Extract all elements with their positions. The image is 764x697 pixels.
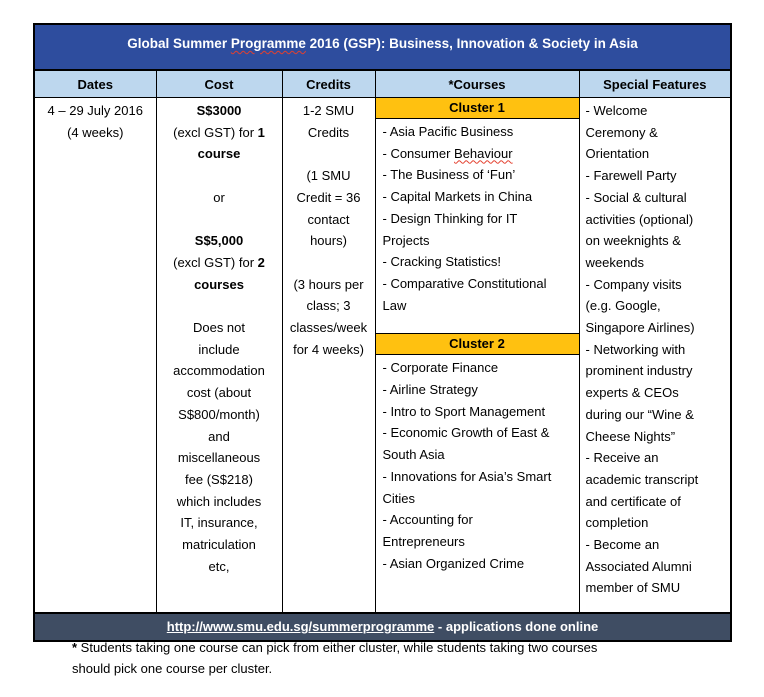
cost-note: miscellaneous xyxy=(177,450,261,466)
column-header-dates: Dates xyxy=(34,70,156,98)
programme-title-misspelled-word: Programme xyxy=(230,36,306,51)
feature-line: Singapore Airlines) xyxy=(585,320,695,336)
course-item: - Airline Strategy xyxy=(382,382,478,398)
feature-line: - Farewell Party xyxy=(585,168,677,184)
course-item: - Asia Pacific Business xyxy=(382,124,514,139)
cost-note: S$800/month) xyxy=(178,406,260,422)
date-duration: (4 weeks) xyxy=(67,124,124,140)
cluster-1-list xyxy=(376,119,579,324)
credits-cell xyxy=(282,98,375,613)
column-header-cost: Cost xyxy=(156,70,282,98)
credits-line: contact xyxy=(307,211,350,227)
programme-title-post: 2016 (GSP): Business, Innovation & Society in Asia xyxy=(305,36,638,51)
feature-line: Associated Alumni xyxy=(585,558,692,574)
course-item: - Asian Organized Crime xyxy=(382,555,525,571)
column-header-row xyxy=(34,70,731,98)
dates-cell xyxy=(34,98,156,613)
cost-note: and xyxy=(208,428,230,444)
cluster-2-list xyxy=(376,355,579,582)
cost-or-label: or xyxy=(213,189,225,205)
credits-line: Credit = 36 xyxy=(296,189,361,205)
cost-price-1-unit: course xyxy=(197,146,241,162)
feature-line: - Social & cultural xyxy=(585,189,687,205)
feature-line: completion xyxy=(585,515,649,531)
feature-line: Orientation xyxy=(585,146,650,162)
date-range: 4 – 29 July 2016 xyxy=(47,103,143,118)
summer-programme-link[interactable]: http://www.smu.edu.sg/summerprogramme xyxy=(166,619,435,634)
credits-line: 1-2 SMU xyxy=(302,103,355,118)
course-item: - Design Thinking for IT xyxy=(382,210,518,226)
feature-line: - Welcome xyxy=(585,103,648,118)
credits-line: for 4 weeks) xyxy=(293,341,364,357)
feature-line: activities (optional) xyxy=(585,211,694,227)
feature-line: academic transcript xyxy=(585,471,699,487)
cost-cell xyxy=(156,98,282,613)
feature-line: during our “Wine & xyxy=(585,406,694,422)
url-bar-suffix: - applications done online xyxy=(434,619,599,634)
feature-line: on weeknights & xyxy=(585,233,681,249)
feature-line: Ceremony & xyxy=(585,124,658,140)
credits-line: Credits xyxy=(307,124,350,140)
spacer-line xyxy=(286,143,372,165)
feature-line: - Receive an xyxy=(585,450,659,466)
cost-note: which includes xyxy=(176,493,262,509)
credits-line: classes/week xyxy=(289,320,368,335)
cost-note: cost (about xyxy=(186,385,252,401)
credits-line: hours) xyxy=(310,233,347,249)
column-header-special-features: Special Features xyxy=(579,70,731,98)
course-item-wrap: Entrepreneurs xyxy=(382,533,465,549)
course-item-wrap: South Asia xyxy=(382,447,445,463)
course-item-wrap: Law xyxy=(382,297,407,313)
cost-price-2-gst: (excl GST) for 2 xyxy=(173,254,265,270)
cluster-2-band: Cluster 2 xyxy=(376,333,579,355)
feature-line: (e.g. Google, xyxy=(585,298,661,314)
footnote-line-2: should pick one course per cluster. xyxy=(72,661,273,676)
courses-cell xyxy=(375,98,579,613)
cost-price-2-amount: S$5,000 xyxy=(194,233,244,249)
feature-line: prominent industry xyxy=(585,363,693,379)
course-item: - Economic Growth of East & xyxy=(382,425,550,441)
feature-line: Cheese Nights” xyxy=(585,428,676,444)
footnote-asterisk: * xyxy=(72,640,78,655)
credits-line: (1 SMU xyxy=(306,168,351,184)
cost-note: accommodation xyxy=(173,363,265,379)
cost-note: include xyxy=(198,341,240,357)
column-header-credits: Credits xyxy=(282,70,375,98)
special-features-cell xyxy=(579,98,731,613)
cost-note: Does not xyxy=(192,319,246,335)
spacer-line xyxy=(286,252,372,274)
feature-line: experts & CEOs xyxy=(585,385,679,401)
course-item: - Intro to Sport Management xyxy=(382,403,546,419)
cost-note: IT, insurance, xyxy=(180,515,258,531)
feature-line: and certificate of xyxy=(585,493,681,509)
course-item-wrap: Projects xyxy=(382,232,430,248)
course-item: - Comparative Constitutional xyxy=(382,275,547,291)
feature-line: weekends xyxy=(585,254,645,270)
feature-line: - Networking with xyxy=(585,341,686,357)
cost-note: fee (S$218) xyxy=(185,471,253,487)
course-item-wrap: Cities xyxy=(382,490,416,506)
course-item: - Innovations for Asia’s Smart xyxy=(382,468,552,484)
cluster-1-band: Cluster 1 xyxy=(376,98,579,119)
footnote-line-1: * Students taking one course can pick from either cluster, while students taking two courses xyxy=(72,640,598,655)
course-item: - Capital Markets in China xyxy=(382,189,533,205)
spacer-line xyxy=(163,295,276,317)
course-item: - Consumer Behaviour xyxy=(382,145,513,161)
footnote xyxy=(72,637,597,679)
column-header-courses: *Courses xyxy=(375,70,579,98)
programme-table xyxy=(33,23,732,642)
course-misspelled-word: Behaviour xyxy=(454,145,513,161)
cost-price-1-gst: (excl GST) for 1 xyxy=(173,124,265,140)
feature-line: - Become an xyxy=(585,537,660,553)
feature-line: member of SMU xyxy=(585,580,681,596)
cost-note: matriculation xyxy=(182,537,256,553)
cost-price-1-amount: S$3000 xyxy=(196,103,242,118)
credits-line: (3 hours per xyxy=(293,276,364,292)
title-bar xyxy=(34,24,731,70)
course-item: - Accounting for xyxy=(382,512,473,528)
course-item: - Corporate Finance xyxy=(382,360,499,376)
cost-note: etc, xyxy=(208,558,230,574)
cost-price-2-unit: courses xyxy=(194,276,244,292)
course-item: - Cracking Statistics! xyxy=(382,254,501,270)
feature-line: - Company visits xyxy=(585,276,682,292)
spacer-line xyxy=(163,165,276,187)
spacer-line xyxy=(163,209,276,231)
credits-line: class; 3 xyxy=(306,298,351,314)
course-item: - The Business of ‘Fun’ xyxy=(382,167,516,183)
programme-title-pre: Global Summer xyxy=(127,36,231,51)
